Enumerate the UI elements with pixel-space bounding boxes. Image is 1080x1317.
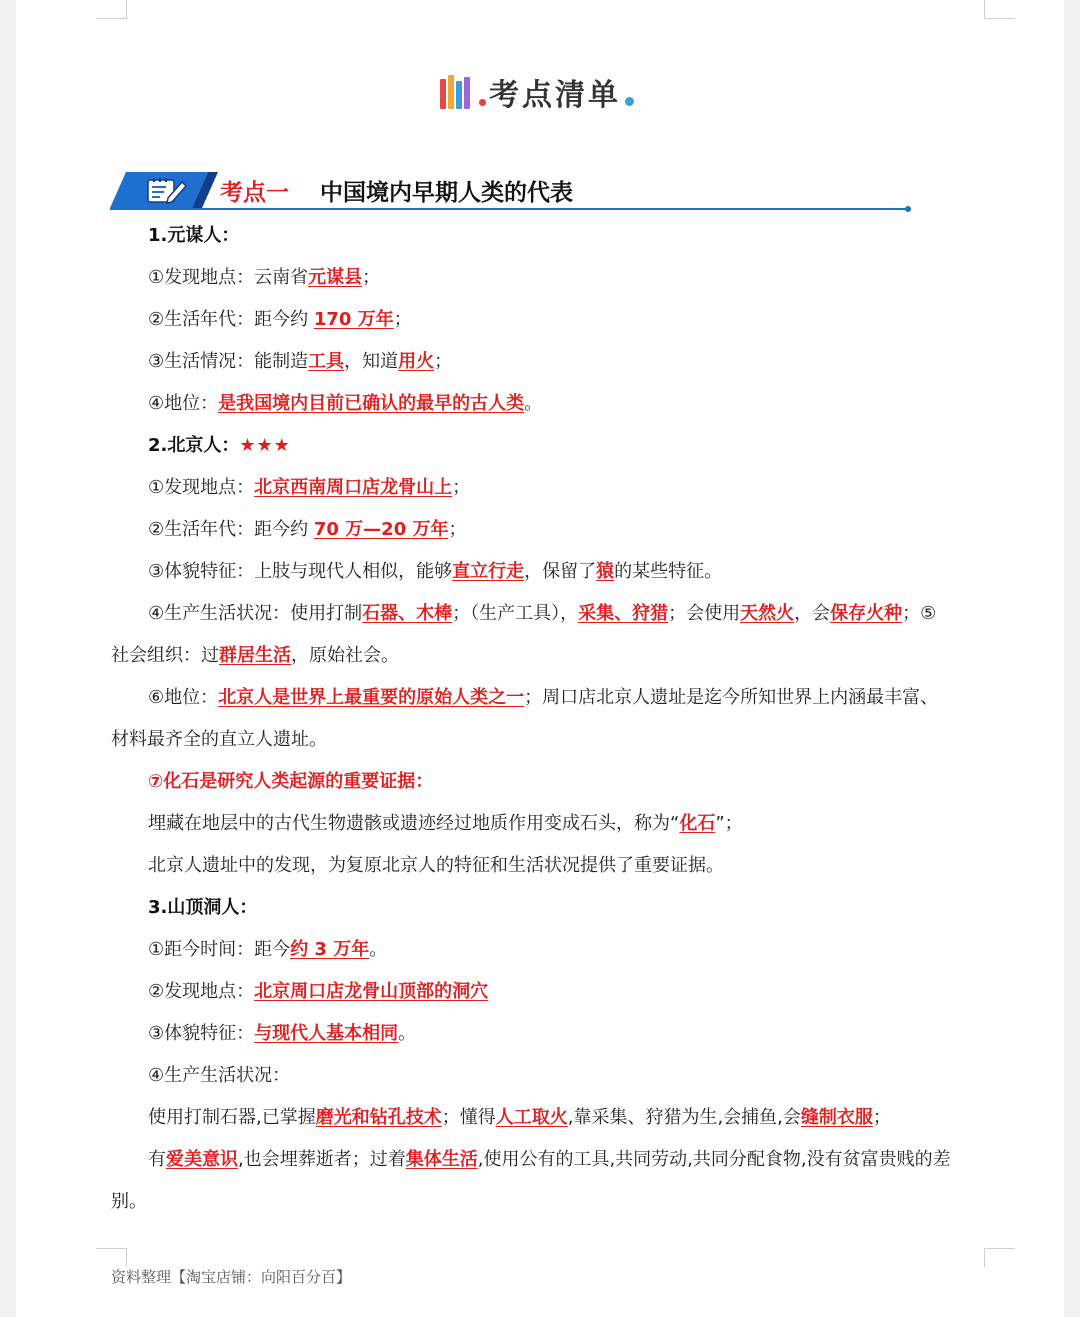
footer-source: 资料整理【淘宝店铺：向阳百分百】 (111, 1268, 352, 1286)
list-item: 社会组织：过群居生活，原始社会。 (111, 645, 399, 666)
heading-beijing: 2.北京人：★★★ (148, 435, 291, 456)
subheading-fossil: ⑦化石是研究人类起源的重要证据： (148, 771, 434, 792)
paragraph: 埋藏在地层中的古代生物遗骸或遗迹经过地质作用变成石头，称为“化石”； (148, 813, 743, 834)
list-item: ③体貌特征：上肢与现代人相似，能够直立行走，保留了猿的某些特征。 (148, 561, 723, 582)
list-item: ②生活年代：距今约 70 万—20 万年； (148, 519, 467, 540)
title-dot-red (479, 99, 486, 106)
paragraph-continued: 别。 (111, 1191, 147, 1212)
doc-title (440, 70, 634, 114)
list-item: ⑥地位：北京人是世界上最重要的原始人类之一；周口店北京人遗址是迄今所知世界上内涵最丰富、 (148, 687, 939, 708)
section-header (110, 168, 915, 214)
crop-mark-bottom-right (984, 1248, 1015, 1267)
books-icon (440, 75, 472, 109)
heading-yuanmou: 1.元谋人： (148, 225, 240, 246)
list-item: ④生产生活状况： (148, 1065, 291, 1086)
section-title: 中国境内早期人类的代表 (320, 180, 573, 206)
crop-mark-top-left (96, 0, 127, 19)
crop-mark-top-right (984, 0, 1015, 19)
paragraph: 有爱美意识,也会埋葬逝者；过着集体生活,使用公有的工具,共同劳动,共同分配食物,没有贫富贵贱的差 (148, 1149, 951, 1170)
list-item-continued: 材料最齐全的直立人遗址。 (111, 729, 327, 750)
heading-shanding: 3.山顶洞人： (148, 897, 258, 918)
list-item: ②生活年代：距今约 170 万年； (148, 309, 412, 330)
title-dot-blue (625, 97, 634, 106)
list-item: ④生产生活状况：使用打制石器、木棒；（生产工具），采集、狩猎；会使用天然火，会保存火种；⑤ (148, 603, 937, 624)
list-item: ③体貌特征：与现代人基本相同。 (148, 1023, 417, 1044)
list-item: ②发现地点：北京周口店龙骨山顶部的洞穴 (148, 981, 489, 1002)
list-item: ④地位：是我国境内目前已确认的最早的古人类。 (148, 393, 543, 414)
crop-mark-bottom-left (96, 1248, 127, 1267)
paragraph: 使用打制石器,已掌握磨光和钻孔技术；懂得人工取火,靠采集、狩猎为生,会捕鱼,会缝制衣服； (148, 1107, 891, 1128)
list-item: ③生活情况：能制造工具，知道用火； (148, 351, 453, 372)
doc-title-text: 考点清单 (489, 78, 621, 113)
section-code: 考点一 (220, 180, 289, 206)
paragraph: 北京人遗址中的发现，为复原北京人的特征和生活状况提供了重要证据。 (148, 855, 724, 876)
list-item: ①发现地点：北京西南周口店龙骨山上； (148, 477, 471, 498)
importance-stars: ★★★ (239, 435, 291, 456)
list-item: ①发现地点：云南省元谋县； (148, 267, 381, 288)
list-item: ①距今时间：距今约 3 万年。 (148, 939, 388, 960)
